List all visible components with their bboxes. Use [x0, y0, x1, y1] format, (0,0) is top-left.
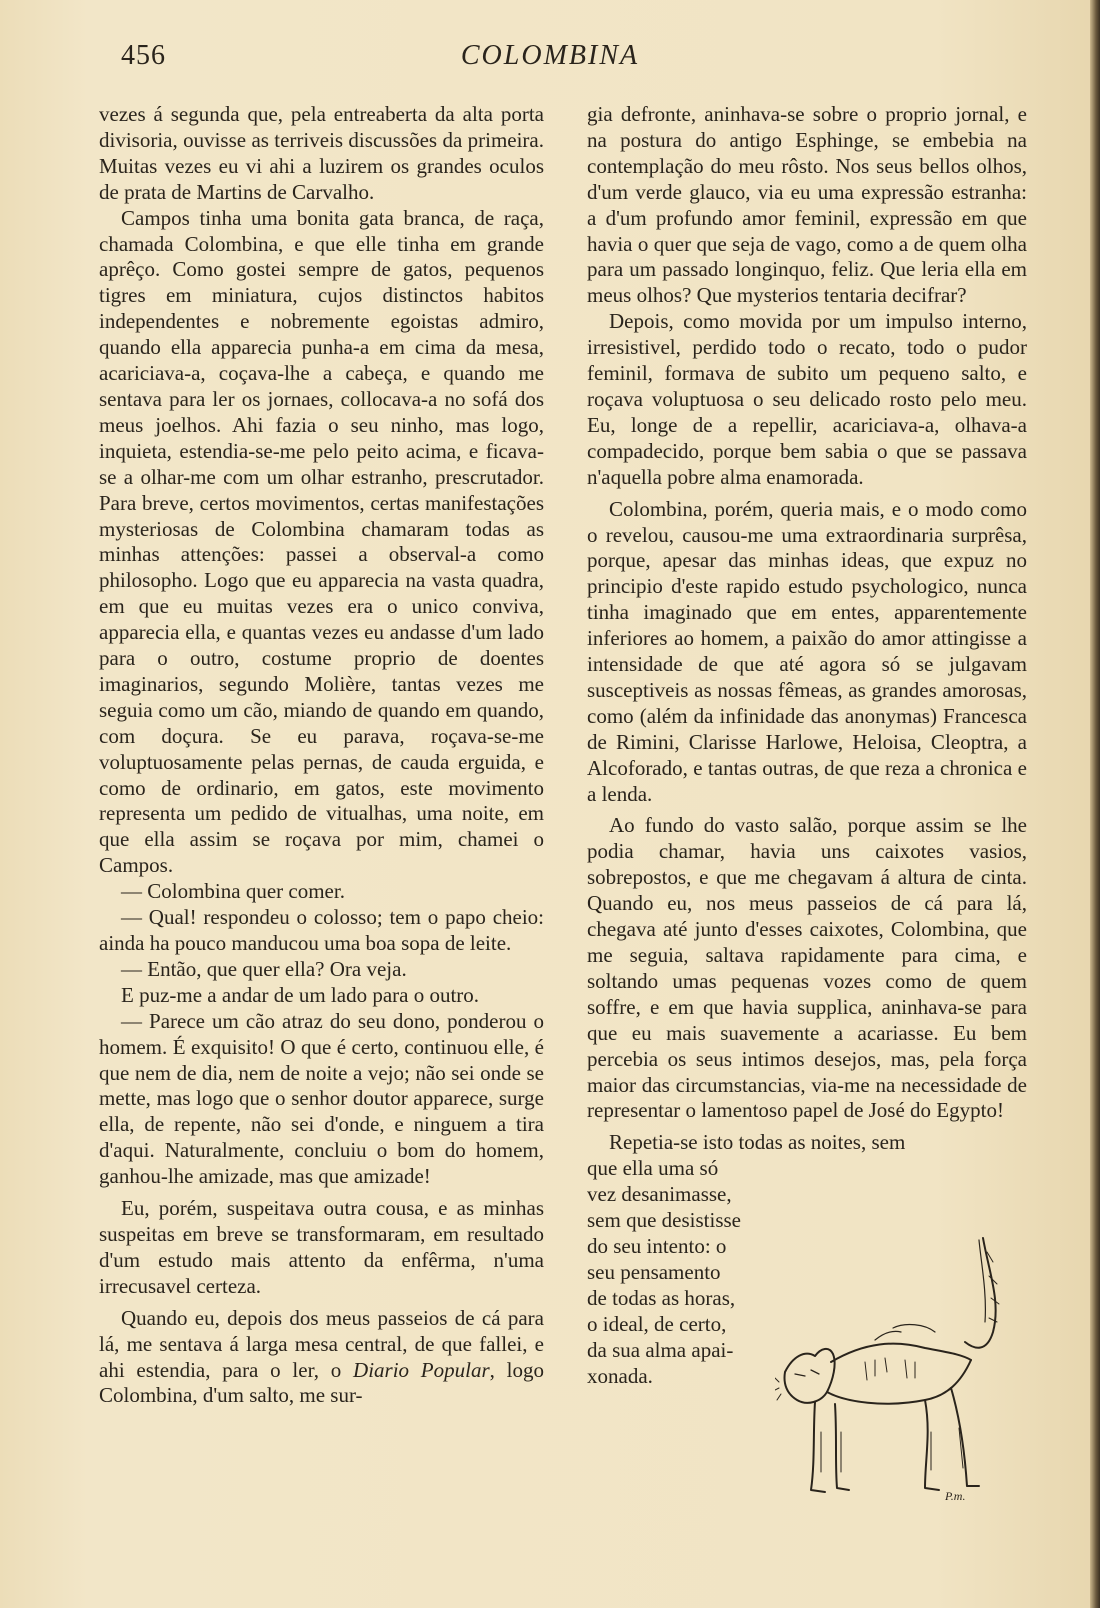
text-line: vez desanimasse, [587, 1182, 732, 1207]
dialogue-line: — Então, que quer ella? Ora veja. [121, 956, 407, 981]
text-line: que ella uma só [587, 1156, 719, 1181]
dialogue-line: — Qual! respondeu o colosso; tem o papo cheio: ainda ha pouco manducou uma boa sopa de leite. [99, 905, 544, 955]
text-line: xonada. [587, 1363, 653, 1388]
paragraph: Eu, porém, suspeitava outra cousa, e as minhas suspeitas em breve se transformaram, em resultado d'um estudo mais attento da enfêrma, n'uma irrecusavel certeza. [99, 1196, 544, 1298]
paragraph: vezes á segunda que, pela entreaberta da alta porta divisoria, ouvisse as terriveis discussões da primeira. Muitas vezes eu vi ahi a luzirem os grandes oculos de prata de Martins de Carvalho. [99, 102, 544, 204]
paragraph-text: Quando eu, depois dos meus passeios de cá para lá, me sentava á larga mesa central, de que fallei, e ahi estendia, para o ler, o [99, 1305, 544, 1382]
paragraph-text: , logo Colombina, d'um salto, me sur- [99, 1357, 545, 1408]
paragraph: E puz-me a andar de um lado para o outro. [121, 982, 480, 1007]
paragraph-first-line: Repetia-se isto todas as noites, sem [609, 1130, 906, 1155]
dialogue-line: — Colombina quer comer. [121, 879, 345, 904]
paragraph: Colombina, porém, queria mais, e o modo como o revelou, causou-me uma extraordinaria surprêsa, porque, apesar das minhas ideas, que expuz no principio d'este rapido estudo psychologico, nunca tinha imaginado que em entes, apparentemente inferiores ao homem, a paixão do amor attingisse a intensidade de que até agora só se julgavam susceptiveis as nossas fêmeas, as grandes amorosas, como (além da infinidade das anonymas) Francesca de Rimini, Clarisse Harlowe, Heloisa, Cleoptra, a Alcoforado, e tantas outras, de que reza a chronica e a lenda. [587, 496, 1027, 806]
dialogue-line: — Parece um cão atraz do seu dono, ponderou o homem. É exquisito! O que é certo, continuou elle, é que nem de dia, nem de noite a vejo; não sei onde se mette, mas logo que o senhor doutor apparece, surge ella, de repente, não sei d'onde, e ninguem a tira d'aqui. Naturalmente, concluiu o bom do homem, ganhou-lhe amizade, mas que amizade! [99, 1008, 544, 1189]
newspaper-title: Diario Popular [353, 1357, 490, 1382]
paragraph: Depois, como movida por um impulso interno, irresistivel, perdido todo o recato, todo o pudor feminil, formava de subito um pequeno salto, e roçava voluptuosa o seu delicado rosto pelo meu. Eu, longe de a repellir, acariciava-a, olhava-a compadecido, porque bem sabia o que se passava n'aquella pobre alma enamorada. [587, 309, 1027, 489]
paragraph [99, 1306, 544, 1410]
paragraph: Campos tinha uma bonita gata branca, de raça, chamada Colombina, e que elle tinha em grande aprêço. Como gostei sempre de gatos, pequenos tigres em miniatura, cujos distinctos habitos independentes e nobremente egoistas admiro, quando ella apparecia punha-a em cima da mesa, acariciava-a, coçava-lhe a cabeça, e quando me sentava para ler os jornaes, collocava-a no sofá dos meus joelhos. Ahi fazia o seu ninho, mas logo, inquieta, estendia-se-me pelo peito acima, e ficava-se a olhar-me com um olhar estranho, prescrutador. Para breve, certos movimentos, certas manifestações mysteriosas de Colombina chamaram todas as minhas attenções: passei a observal-a como philosopho. Logo que eu apparecia na vasta quadra, em que eu muitas vezes era o unico conviva, apparecia ella, e quantas vezes eu andasse d'um lado para o outro, costume proprio de doentes imaginarios, segundo Molière, tantas vezes me seguia como um cão, miando de quando em quando, com doçura. Se eu parava, roçava-se-me voluptuosamente pelas pernas, de cauda erguida, e como de ordinario, em gatos, este movimento representa um pedido de vitualhas, uma noite, em que ella assim se roçava por mim, chamei o Campos. [99, 205, 544, 878]
running-title: COLOMBINA [460, 40, 640, 71]
text-line: o ideal, de certo, [587, 1311, 727, 1336]
right-column [587, 102, 1027, 1389]
text-line: seu pensamento [587, 1259, 721, 1284]
page-number: 456 [121, 40, 166, 71]
text-line: de todas as horas, [587, 1285, 736, 1310]
cat-illustration [775, 1232, 1015, 1512]
illustration-signature: P.m. [945, 1489, 966, 1503]
text-line: sem que desistisse [587, 1208, 741, 1233]
wrapped-text [587, 1156, 775, 1389]
text-line: do seu intento: o [587, 1233, 727, 1258]
page-edge [1090, 0, 1100, 1608]
paragraph: Ao fundo do vasto salão, porque assim se lhe podia chamar, havia uns caixotes vasios, sobrepostos, e que me chegavam á altura de cinta. Quando eu, nos meus passeios de cá para lá, chegava até junto d'esses caixotes, Colombina, que me seguia, saltava rapidamente para cima, e soltando umas pequenas vozes como de quem soffre, e em que havia supplica, aninhava-se para que eu mais suavemente a acariasse. Eu bem percebia os seus intimos desejos, mas, pela força maior das circumstancias, via-me na necessidade de representar o lamentoso papel de José do Egypto! [587, 813, 1027, 1123]
paragraph: gia defronte, aninhava-se sobre o proprio jornal, e na postura do antigo Esphinge, se embebia na contemplação do meu rôsto. Nos seus bellos olhos, d'um verde glauco, via eu uma expressão estranha: a d'um profundo amor feminil, expressão em que havia o quer que seja de vago, como a de quem olha para um passado longinquo, feliz. Que leria ella em meus olhos? Que mysterios tentaria decifrar? [587, 102, 1027, 308]
left-column [99, 102, 544, 1409]
text-line: da sua alma apai- [587, 1337, 734, 1362]
cat-drawing-icon [775, 1232, 1015, 1512]
